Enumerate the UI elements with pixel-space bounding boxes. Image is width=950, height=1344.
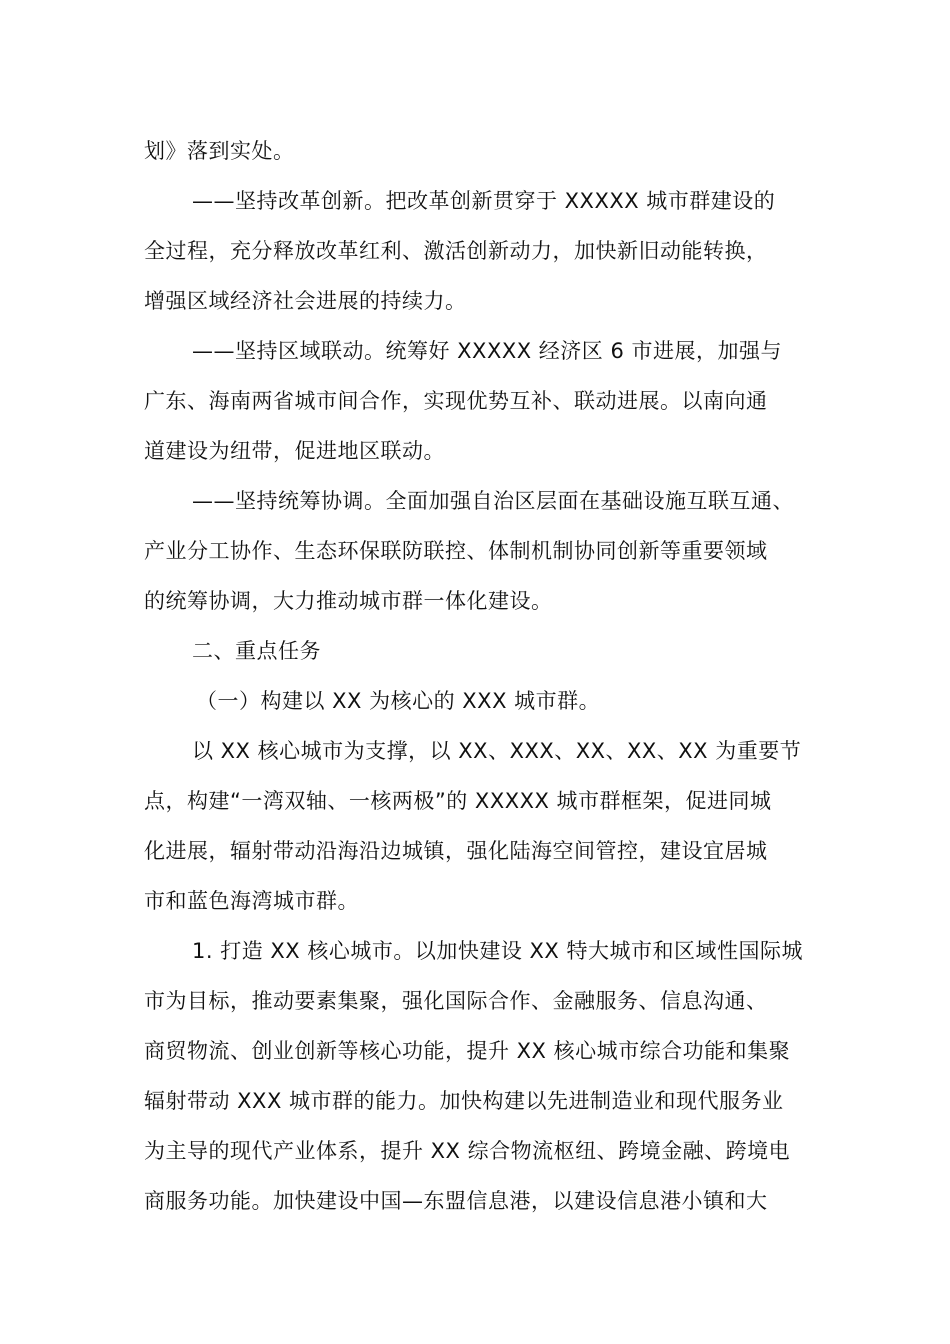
text-line: 全过程，充分释放改革红利、激活创新动力，加快新旧动能转换， bbox=[144, 239, 768, 263]
text-line: 市和蓝色海湾城市群。 bbox=[144, 889, 359, 913]
text-line: 化进展，辐射带动沿海沿边城镇，强化陆海空间管控，建设宜居城 bbox=[144, 839, 768, 863]
text-line: 点，构建“一湾双轴、一核两极”的 XXXXX 城市群框架，促进同城 bbox=[144, 789, 772, 813]
section-heading: 二、重点任务 bbox=[192, 639, 321, 663]
subsection-heading: （一）构建以 XX 为核心的 XXX 城市群。 bbox=[196, 689, 601, 713]
text-line: 划》落到实处。 bbox=[144, 139, 295, 163]
text-line: ——坚持改革创新。把改革创新贯穿于 XXXXX 城市群建设的 bbox=[192, 189, 776, 213]
text-line: 商服务功能。加快建设中国—东盟信息港，以建设信息港小镇和大 bbox=[144, 1189, 768, 1213]
text-line: 商贸物流、创业创新等核心功能，提升 XX 核心城市综合功能和集聚 bbox=[144, 1039, 791, 1063]
text-line: 道建设为纽带，促进地区联动。 bbox=[144, 439, 445, 463]
text-line: 产业分工协作、生态环保联防联控、体制机制协同创新等重要领域 bbox=[144, 539, 768, 563]
text-line: 辐射带动 XXX 城市群的能力。加快构建以先进制造业和现代服务业 bbox=[144, 1089, 784, 1113]
text-line: 市为目标，推动要素集聚，强化国际合作、金融服务、信息沟通、 bbox=[144, 989, 768, 1013]
text-line: 为主导的现代产业体系，提升 XX 综合物流枢纽、跨境金融、跨境电 bbox=[144, 1139, 791, 1163]
text-line: 增强区域经济社会进展的持续力。 bbox=[144, 289, 467, 313]
text-line: ——坚持统筹协调。全面加强自治区层面在基础设施互联互通、 bbox=[192, 489, 794, 513]
text-line: ——坚持区域联动。统筹好 XXXXX 经济区 6 市进展，加强与 bbox=[192, 339, 782, 363]
text-line: 广东、海南两省城市间合作，实现优势互补、联动进展。以南向通 bbox=[144, 389, 768, 413]
text-line: 以 XX 核心城市为支撑，以 XX、XXX、XX、XX、XX 为重要节 bbox=[192, 739, 802, 763]
text-line: 1. 打造 XX 核心城市。以加快建设 XX 特大城市和区域性国际城 bbox=[192, 939, 803, 963]
text-line: 的统筹协调，大力推动城市群一体化建设。 bbox=[144, 589, 553, 613]
